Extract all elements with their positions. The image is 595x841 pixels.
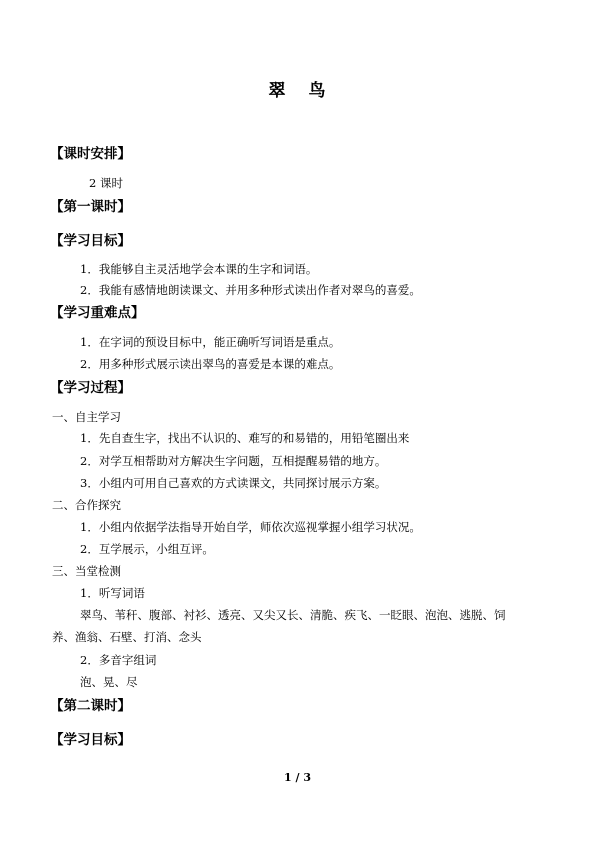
schedule-heading: 【课时安排】 [50,146,131,162]
lesson2-heading: 【第二课时】 [50,698,131,714]
keypoint-item-2: 2．用多种形式展示读出翠鸟的喜爱是本课的难点。 [80,357,341,371]
keypoints-heading: 【学习重难点】 [50,305,145,321]
part1-item-2: 2．对学互相帮助对方解决生字问题，互相提醒易错的地方。 [80,454,387,468]
lesson1-heading: 【第一课时】 [50,199,131,215]
page-number: 1 / 3 [284,771,311,784]
schedule-text: 2 课时 [89,176,123,190]
goal-item-2: 2．我能有感情地朗读课文、并用多种形式读出作者对翠鸟的喜爱。 [80,283,421,297]
polyphone-words: 泡、晃、尽 [80,675,138,689]
dictation-title: 1．听写词语 [80,586,145,600]
part3-title: 三、当堂检测 [52,564,121,578]
process-heading: 【学习过程】 [50,380,131,396]
goals2-heading: 【学习目标】 [50,732,131,748]
part1-item-3: 3．小组内可用自己喜欢的方式读课文，共同探讨展示方案。 [80,476,387,490]
goal-item-1: 1．我能够自主灵活地学会本课的生字和词语。 [80,262,318,276]
title-char-1: 翠 [268,81,287,101]
part2-item-2: 2．互学展示，小组互评。 [80,542,214,556]
part2-title: 二、合作探究 [52,498,121,512]
dictation-words-line-2: 养、渔翁、石壁、打消、念头 [52,630,202,644]
part1-item-1: 1．先自查生字，找出不认识的、难写的和易错的，用铅笔圈出来 [80,431,410,445]
title-char-2: 鸟 [308,81,327,101]
part1-title: 一、自主学习 [52,410,121,424]
goals-heading: 【学习目标】 [50,233,131,249]
polyphone-title: 2．多音字组词 [80,653,157,667]
dictation-words-line-1: 翠鸟、苇秆、腹部、衬衫、透亮、又尖又长、清脆、疾飞、一眨眼、泡泡、逃脱、饲 [80,608,506,622]
part2-item-1: 1．小组内依据学法指导开始自学，师依次巡视掌握小组学习状况。 [80,520,421,534]
document-title [0,76,595,101]
keypoint-item-1: 1．在字词的预设目标中，能正确听写词语是重点。 [80,335,341,349]
